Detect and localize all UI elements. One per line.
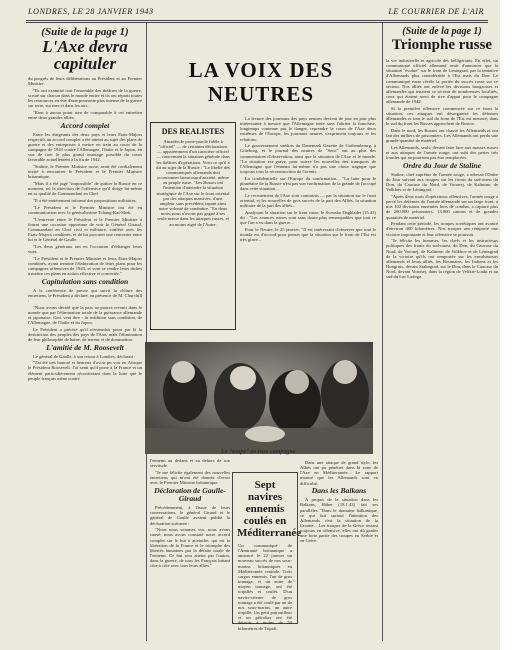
left-paragraph: "Il a été entièrement informé des propositions militaires. xyxy=(33,198,137,204)
left-paragraph: "Les deux généraux ont eu l'occasion d'échanger leurs vues. xyxy=(28,243,142,254)
gaulle-paragraph: "Je me félicite également des nouvelles entretiens qui m'ont été donnés d'avoir avec le Premier Ministre britannique. xyxy=(150,469,230,486)
neutral-paragraph: Dans une attaque de grand style, les Alliés ont pu pénétrer dans la zone de l'Axe en Méditerranée... Le rapport montre que les Allemands sont en difficulté. xyxy=(300,460,378,486)
neutral-paragraph: Pour le Neutre, le 25 janvier, "Il est intéressant d'observer que tout le monde est d'accord pour penser que la situation sur le front de l'Est est très grave... xyxy=(240,226,376,242)
navires-box xyxy=(232,472,302,631)
left-paragraph: Le Président a précisé qu'il n'entendait point par là la destruction des peuples des pays de l'Axe, mais l'élimination de leur philosophie de haine, de terreur et de domination. xyxy=(28,326,142,343)
masthead-rule-2 xyxy=(26,22,488,23)
masthead-title: LE COURRIER DE L'AIR xyxy=(388,7,484,16)
right-paragraph: Les Allemands, seuls, devant faire face aux masses russes et aux attaques de l'armée rouge, ont subi des pertes très lourdes qui ne pourront pas être remplacées. xyxy=(386,145,498,161)
neutral-paragraph: A propos de la situation dans les Balkans, Häber (18.1.43) fait ses parallèles "Dans le domaine balkanique, ce qui fait surtout l'attention des Allemands c'est la situation de la Croatie... Les troupes de la Grèce restant toujours en offensive, elles ont dû garder une forte partie des troupes en Serbie et en Grèce. xyxy=(300,497,378,544)
realistes-box xyxy=(150,122,236,330)
navires-title: Sept navires ennemis coulés en Méditerranée xyxy=(237,479,302,539)
left-paragraph: "Le Président et le Premier Ministre et leurs Etats-Majors combinés, ayant terminé l'élaboration de leurs plans pour les campagnes offensives de 1943, et vont se rendre leurs tâches à mettre ces plans en action effective et concertée." xyxy=(28,255,142,277)
masthead-rule xyxy=(26,20,488,21)
gaulle-paragraph: "Nous nous sommes vus, nous avons causé; nous avons constaté notre accord complet sur le but à atteindre, qui est la libération de la France et le triomphe des libertés humaines par la défaite totale de l'ennemi. Ce but sera atteint par l'union, dans la guerre, de tous les Français luttant côte à côte avec tous leurs alliés." xyxy=(150,527,230,569)
realistes-title: DES REALISTES xyxy=(161,127,225,136)
left-subheading: L'amitié de M. Roosevelt xyxy=(46,342,124,352)
right-paragraph: la vie industrielle et agricole des belligérants. En effet, un communiqué officiel allemand avait d'annoncer que la situation "évolue" sur le front de Leningrad, par la tentative d'Allemands plus considérable à l'Est mais du Don. Le communiqué russe révèle la portée du succès russe sur ce secteur. Nos alliés ont enlevé les divisions hongroises et allemandes qui tenaient ce secteur de nombreuses localités, ceux qui étaient servi de rive d'appui pour le compagne allemande de 1942. xyxy=(386,58,498,105)
main-title: LA VOIX DES NEUTRES xyxy=(188,58,334,106)
left-paragraph: "Rien à aucun point rien de comparable à cet entretien entre deux grandes alliés. xyxy=(28,109,142,121)
left-kicker: (Suite de la page 1) xyxy=(41,26,129,38)
left-column xyxy=(28,26,142,644)
left-paragraph: A la conférence de presse qui suivit la clôture des entretiens, le Président a déclaré, en présence de M. Churchill : xyxy=(28,287,142,303)
right-column xyxy=(386,26,498,644)
left-paragraph: "L'entrevue entre le Président et le Premier Ministre a fourni une occasion opportune de voir le Général Giraud, Commandant en Chef civil et militaire, conféré avec les Etats-Majors combinés, et de lui procurer une rencontre entre lui et le Général de Gaulle. xyxy=(28,216,142,243)
left-subheading: Accord complet xyxy=(60,120,110,130)
neutral-paragraph: Le recrutement de l'Axe sont contraints — par la situation sur le front oriental, et les nouvelles de gros succès de la part des Alliés, la situation militaire de la part des alliés... xyxy=(240,192,376,208)
masthead-date: LONDRES, LE 28 JANVIER 1943 xyxy=(28,7,154,16)
masthead xyxy=(28,4,484,20)
right-paragraph: Dans le nord, les Russes ont chassé les Allemands et ont fait des milliers de prisonniers. Les Allemands ont perdu une grande quantité de matériel. xyxy=(386,128,498,144)
left-paragraph: "Ils ont examiné tout l'ensemble des théâtres de la guerre, scruté sur chacun dans le monde entier et ils ont réparti toutes les ressources en vue d'une poursuite plus intense de la guerre sur terre, sur mer et dans les airs. xyxy=(28,87,142,109)
left-paragraph: "J'ai été très honoré et heureux d'avoir pu voir en Afrique le Président Roosevelt. J'ai senti qu'il porte à la France et un élément particulièrement réconfortant dans la lutte que le peuple français mène contre xyxy=(28,360,142,381)
photo-image xyxy=(145,342,373,454)
neutral-paragraph: Le gouvernement suédois du Danemark Gazette de Gothembourg, à Göteborg, et le journal des neutres de "Seco" ont au plus des commentaires d'observation, ainsi que la situation de l'Axe et le monde. "La situation est grave, pour suivre les nouvelles des transports de l'Allemagne que l'ennemi lui-même n'a pas une chose tragique que toujours tous la reconstruction de l'avenir. xyxy=(240,143,376,175)
right-paragraph: Staline, chef suprême de l'armée rouge, a adressé l'Ordre du Jour suivant aux troupes sur les fronts du sud-ouest du Don, du Caucase du Nord, de Voronej, de Kalinine, de Volkhov et de Léningrad : xyxy=(386,171,498,193)
realistes-text: Amadée, le porte-parole fidèle à "officiel" — de certaines déclarations — apparemment d'un caractère officiel — concernant la situation générale dans les théâtres d'opérations. Voici ce qu'il a dit au sujet de la Russie : "Le libellé des communiqués allemands doit occasionner beaucoup d'anxiété, même au peuple russe. "Les Russes ont l'intention d'atteindre la situation stratégique de l'Axe sur le front oriental par des attaques massives, d'une ampleur sans précédent, tapant ainsi notre volonté de combattre. "En deux mois, nous n'avons pas gagné à ses seule masse dans les attaques russes, et au moins aigré de l'Autre. xyxy=(156,139,230,227)
right-paragraph: "Je félicite les hommes, les chefs et les instructeurs politiques des fronts du sud-ouest, du Don, du Caucase du Nord, de Voronej, de Kalinine, de Volkhov et de Léningrad de la victoire qu'ils ont remportée sur les envahisseurs allemands et leurs alliés, les Roumains, les Italiens et les Hongrois, devant Stalingrad, sur le Don, dans le Caucase du Nord, devant Voronej, dans la région de Velikie-Louki et au sud du Lac Ladoga. xyxy=(386,238,498,280)
column-separator-right xyxy=(382,23,383,641)
left-paragraph: Entre les dirigeants des deux pays et leurs Etats-Majors respectifs un accord complet a été atteint au sujet des plans de guerre et des entreprises à mettre en train au cours de la campagne de 1943 contre l'Allemagne, l'Italie et le Japon, en vue de tirer le plus grand avantage possible du cours favorable actuellement à la fin de 1942. xyxy=(28,131,142,163)
left-paragraph: "Staline, le Premier Ministre russe, avait été cordialement invité à rencontrer le Président et le Premier Ministre britannique. xyxy=(28,164,142,180)
right-paragraph: Pendant cette période, les troupes soviétiques ont avancé d'environ 400 kilomètres. Nos troupes ont remporté une victoire importante et leur offensive se poursuit. xyxy=(386,221,498,237)
right-paragraph: Si la première offensive commencée sur ce front la situation, ces attaques ont désorganisé les défenses allemandes et tout le sud du front de l'Est est menacé; dans le sud du front les Russes approchent de Rostov. xyxy=(386,105,498,127)
right-headline: Triomphe russe xyxy=(391,37,493,53)
gaulle-paragraph: Précédemment, à l'issue de leurs conversations, le général Giraud et le général de Gaulle avaient publié la déclaration suivante : xyxy=(150,505,230,526)
left-paragraph: du progrès de leurs délibérations au Président et au Premier Ministre. xyxy=(28,76,142,87)
left-headline: L'Axe devra capituler xyxy=(42,37,128,73)
right-subheading: Ordre du Jour de Staline xyxy=(402,160,482,170)
neutral-paragraph: La lecture des journaux des pays neutres devient de jour en jour plus intéressante à mesure que l'Allemagne tente sans l'abriter la franchise, longtemps contenue par le danger, reprendre le cours de l'Axe deux extrêmes de l'Europe, les journaux neutres s'expriment toujours et les relations. xyxy=(240,116,376,142)
neutral-paragraph: Analysant la situation sur le front russe, le Svenska Dagbladet (15.43) dit : "Les avances russes sont sans doute plus remarquables que tout ce que l'on a vu dans la guerre... xyxy=(240,209,376,225)
balkans-subheading: Dans les Balkans xyxy=(311,486,367,496)
photo-soldiers xyxy=(145,342,373,454)
gaulle-article xyxy=(150,458,230,644)
right-kicker: (Suite de la page 1) xyxy=(402,26,482,37)
left-paragraph: "Nous avons décidé que la paix ne pourra revenir dans le monde que par l'élimination totale de la puissance allemande et japonaise. Ceci veut dire : la reddition sans condition, de l'Allemagne, de l'Italie et du Japon. xyxy=(28,304,142,326)
neutral-balkans-column xyxy=(300,460,378,642)
gaulle-paragraph: l'ennemi au dedans et au dehors de son servitude. xyxy=(150,458,230,469)
left-subheading: Capitulation sans condition xyxy=(41,276,129,286)
neutral-article-upper xyxy=(240,116,376,342)
neutral-paragraph: La confidentielle sur l'Europe du confirmation... "La lutte pour le planétaire de la Russie n'est pas son confirmation de la grande de l'occupé dans cette situation... xyxy=(240,175,376,192)
page-edge xyxy=(500,0,512,650)
photo-caption: La "soupe" en rase campagne. xyxy=(221,448,297,455)
left-paragraph: "Mais il a été jugé "impossible" de quitter la Russie en ce moment, où la direction de l'offensive qu'il dirige lui-même en sa qualité de Commandant en Chef. xyxy=(28,181,142,197)
right-paragraph: "Après deux mois d'opérations offensives, l'armée rouge a percé les défenses de l'armée allemande sur un large front, a mis 102 divisions ennemies hors de combat, a capturé plus de 200.000 prisonniers, 13.000 canons et de grandes quantités de matériel. xyxy=(386,194,498,220)
gaulle-subheading: Déclaration de Gaulle-Giraud xyxy=(154,485,226,504)
column-separator-left xyxy=(146,23,147,641)
left-paragraph: Le général de Gaulle, à son retour à Londres, déclarait : xyxy=(33,353,136,359)
left-paragraph: "Le Président et le Premier Ministre ont été en communication avec le généralissime Tchang-Kaï-Shek. xyxy=(28,204,142,215)
navires-text: Un communiqué de l'Amirauté britannique a annoncé le 22 janvier un nouveau succès de nos sous-marins britanniques en Méditerranée centrale. Trois cargos ennemis, l'un de gros tonnage, et un autre de moyen tonnage, ont été torpillés et coulés. D'un navire-citerne de gros tonnage a été coulé par un de nos sous-marins, un autre torpillé. Un petit patrouilleur et un pétrolier ont été détruits à moins de 50 kilomètres de Tripoli. xyxy=(238,543,292,631)
